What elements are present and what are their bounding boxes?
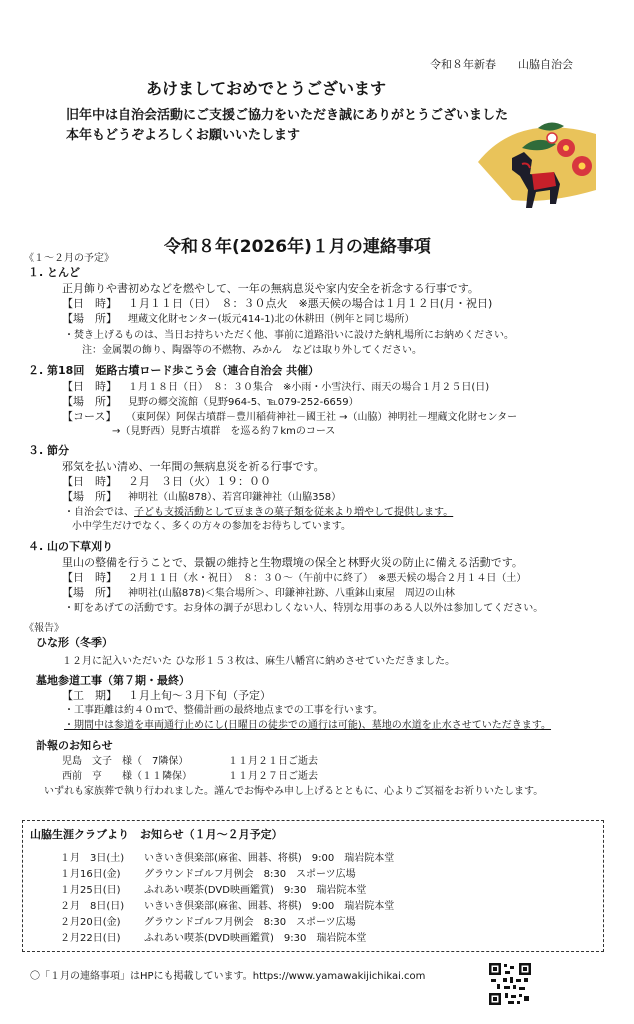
club-title: 山脇生涯クラブより お知らせ（１月～２月予定） xyxy=(30,828,283,841)
main-title: 令和８年(2026年)１月の連絡事項 xyxy=(164,237,431,257)
section-2-place-label: 【場 所】 xyxy=(62,395,117,408)
section-4-desc: 里山の整備を行うことで、景観の維持と生物環境の保全と林野火災の防止に備える活動です。 xyxy=(62,556,523,569)
section-2-date-value: １月１８日（日） ８：３０集合 ※小雨・小雪決行、雨天の場合１月２５日(日) xyxy=(128,382,490,393)
section-4-date-value: ２月１１日（水・祝日） ８：３０～（午前中に終了） ※悪天候の場合２月１４日（土） xyxy=(128,573,527,584)
report-label: 《報告》 xyxy=(24,623,64,634)
section-2-course-value-1: （東阿保）阿保古墳群－豊川稲荷神社－國王社 →（山脇）神明社－埋蔵文化財センター xyxy=(126,412,518,423)
club-row-date: １月25日(日) xyxy=(60,885,121,896)
section-4-note: ・町をあげての活動です。お身体の調子が思わしくない人、特別な用事のある人以外は参加してください。 xyxy=(64,603,544,614)
section-2-place-value: 見野の郷交流館（見野964-5、℡079-252-6659） xyxy=(128,397,359,408)
fuho-title: 訃報のお知らせ xyxy=(36,739,113,752)
section-1-date-value: １月１１日（日） ８：３０点火 ※悪天候の場合は１月１２日(月・祝日) xyxy=(128,297,493,310)
qr-code-icon xyxy=(488,962,532,1006)
club-row-event: グラウンドゴルフ月例会 8:30 スポーツ広場 xyxy=(144,917,356,928)
club-row-event: ふれあい喫茶(DVD映画鑑賞) 9:30 瑞岩院本堂 xyxy=(144,933,367,944)
section-4-place-value: 神明社(山脇878)＜集合場所＞、印鎌神社跡、八重鉢山東屋 周辺の山林 xyxy=(128,588,455,599)
club-row-event: ふれあい喫茶(DVD映画鑑賞) 9:30 瑞岩院本堂 xyxy=(144,885,367,896)
section-3-desc: 邪気を払い清め、一年間の無病息災を祈る行事です。 xyxy=(62,460,325,473)
fuho-1-name: 児島 文子 様（ 7隣保） xyxy=(62,756,189,767)
section-2-title: ２. 第18回 姫路古墳ロード歩こう会（連合自治会 共催） xyxy=(28,364,320,377)
hina-title: ひな形（冬季） xyxy=(36,636,113,649)
club-row-date: ２月 8日(日) xyxy=(60,901,125,912)
fuho-2-name: 西前 亨 様（１１隣保） xyxy=(62,771,192,782)
fuho-1-date: １１月２１日ご逝去 xyxy=(228,756,318,767)
section-1-note-2: 注：金属製の飾り、陶器等の不燃物、みかん などは取り外してください。 xyxy=(82,345,422,356)
bochi-note-2: ・期間中は参道を車両通行止めにし(日曜日の徒歩での通行は可能)、墓地の水道を止水させていただきます。 xyxy=(64,720,552,731)
greeting-line-1: 旧年中は自治会活動にご支援ご協力をいただき誠にありがとうございました xyxy=(66,108,509,123)
club-row-date: ２月22日(日) xyxy=(60,933,121,944)
section-4-date-label: 【日 時】 xyxy=(62,571,117,584)
section-1-desc: 正月飾りや書初めなどを燃やして、一年の無病息災や家内安全を祈念する行事です。 xyxy=(62,282,479,295)
header-date-org: 令和８年新春 山脇自治会 xyxy=(430,58,573,71)
schedule-label: 《１～２月の予定》 xyxy=(24,253,114,264)
fuho-text: いずれも家族葬で執り行われました。謹んでお悔やみ申し上げるとともに、心よりご冥福をお祈りいたします。 xyxy=(44,786,544,797)
plum-blossom-icon xyxy=(547,133,557,143)
club-row-date: １月16日(金) xyxy=(60,869,121,880)
section-3-note-1-underlined: 子ども支援活動として豆まきの菓子類を従来より増やして提供します。 xyxy=(134,507,454,518)
kouki-label: 【工 期】 xyxy=(62,689,117,702)
section-3-date-label: 【日 時】 xyxy=(62,475,117,488)
section-3-place-label: 【場 所】 xyxy=(62,490,117,503)
section-2-date-label: 【日 時】 xyxy=(62,380,117,393)
bochi-note-1: ・工事距離は約４０ｍで、整備計画の最終地点までの工事を行います。 xyxy=(64,705,383,716)
section-1-note-1: ・焚き上げるものは、当日お持ちいただく他、事前に道路沿いに設けた納札場所にお納めください。 xyxy=(64,330,514,341)
section-3-date-value: ２月 ３日（火）１９：００ xyxy=(128,475,271,488)
section-2-course-label: 【コース】 xyxy=(62,410,117,423)
section-3-place-value: 神明社（山脇878）、若宮印鎌神社（山脇358） xyxy=(128,492,342,503)
section-4-place-label: 【場 所】 xyxy=(62,586,117,599)
section-3-note-1 xyxy=(64,506,453,519)
club-row-event: グラウンドゴルフ月例会 8:30 スポーツ広場 xyxy=(144,869,356,880)
kouki-value: １月上旬～３月下旬（予定） xyxy=(128,689,271,702)
section-4-title: ４. 山の下草刈り xyxy=(28,540,114,553)
new-year-horse-illustration xyxy=(478,104,598,216)
section-3-note-1-prefix: ・自治会では、 xyxy=(64,507,134,518)
greeting-line-2: 本年もどうぞよろしくお願いいたします xyxy=(66,128,301,143)
section-1-place-label: 【場 所】 xyxy=(62,312,117,325)
section-1-title: １. とんど xyxy=(28,266,81,279)
section-3-title: ３. 節分 xyxy=(28,444,70,457)
section-1-date-label: 【日 時】 xyxy=(62,297,117,310)
bochi-title: 墓地参道工事（第７期・最終） xyxy=(36,674,190,687)
greeting-title: あけましておめでとうございます xyxy=(146,79,387,98)
section-3-note-2: 小中学生だけでなく、多くの方々の参加をお待ちしています。 xyxy=(72,521,351,532)
section-2-course-value-2: →（見野西）見野古墳群 を巡る約７kmのコース xyxy=(112,426,336,437)
club-row-event: いきいき倶楽部(麻雀、囲碁、将棋) 9:00 瑞岩院本堂 xyxy=(144,853,395,864)
club-row-date: １月 3日(土) xyxy=(60,853,125,864)
fuho-2-date: １１月２７日ご逝去 xyxy=(228,771,318,782)
hina-text: １２月に記入いただいた ひな形１５３枚は、麻生八幡宮に納めさせていただきました。 xyxy=(62,656,456,667)
footer-hp-notice: 〇「１月の連絡事項」はHPにも掲載しています。https://www.yamawakijichikai.com xyxy=(30,971,426,982)
section-1-place-value: 埋蔵文化財センター(坂元414-1)北の休耕田（例年と同じ場所） xyxy=(128,314,415,325)
club-row-date: ２月20日(金) xyxy=(60,917,121,928)
club-row-event: いきいき倶楽部(麻雀、囲碁、将棋) 9:00 瑞岩院本堂 xyxy=(144,901,395,912)
